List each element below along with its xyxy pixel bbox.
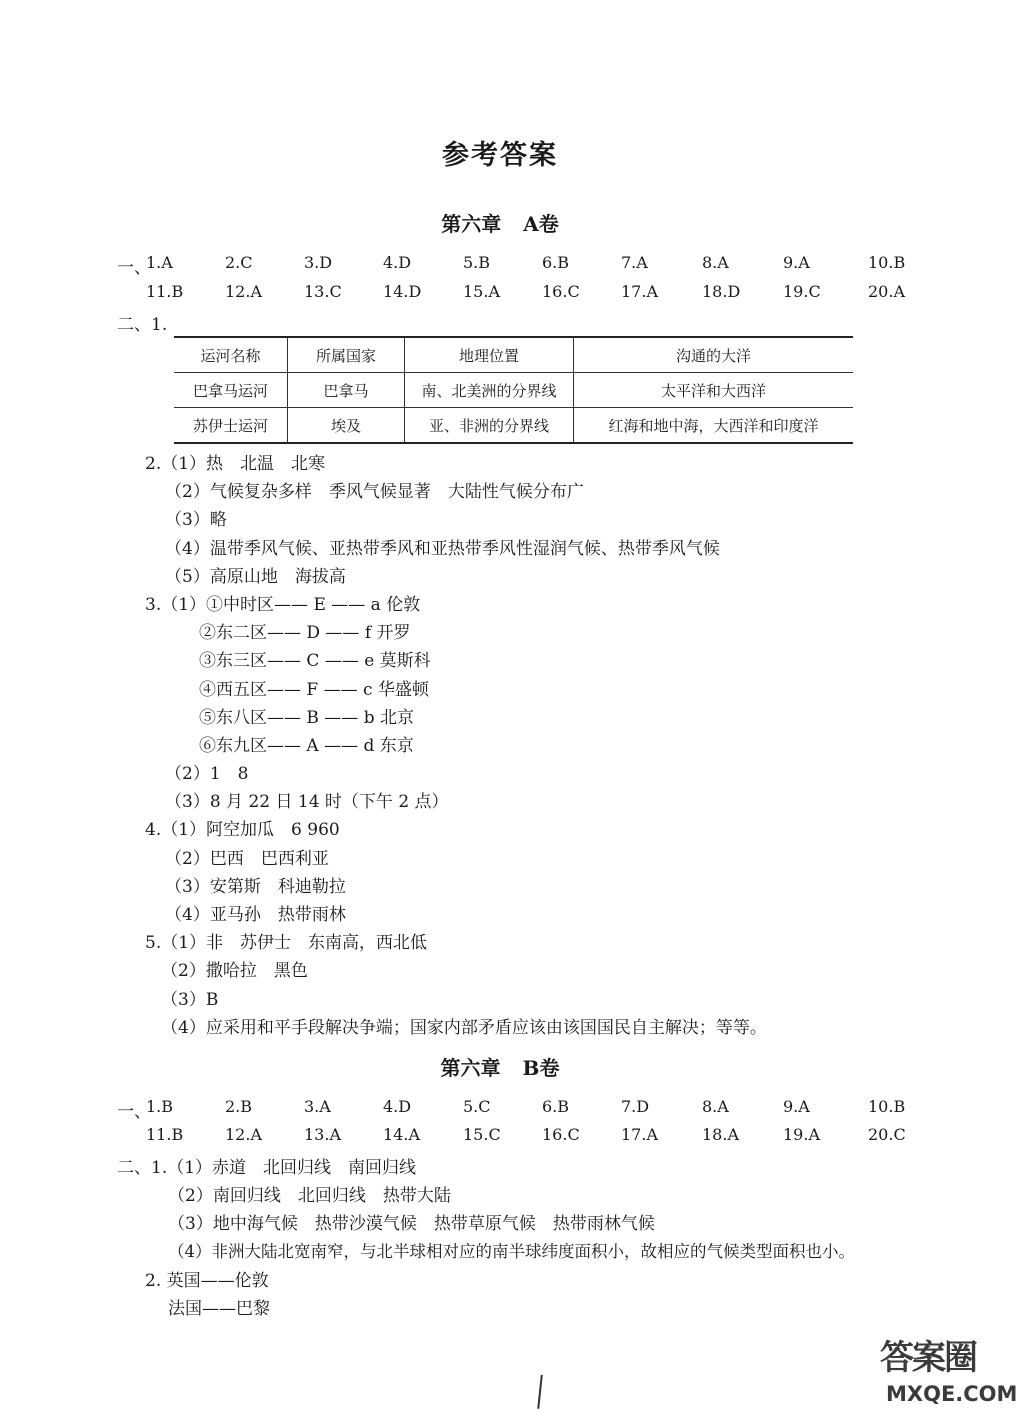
- answer-item: 18.D: [702, 282, 741, 301]
- answer-line: （3）B: [161, 990, 219, 1010]
- answer-item: 1.B: [146, 1097, 174, 1116]
- section-b-volume: B卷: [522, 1056, 560, 1080]
- table-header-cell: 运河名称: [174, 337, 288, 373]
- table-header-cell: 所属国家: [288, 337, 405, 373]
- answer-line: 4.（1）阿空加瓜 6 960: [145, 820, 340, 840]
- answer-item: 10.B: [868, 253, 906, 272]
- answer-line: ③东三区—— C —— e 莫斯科: [199, 651, 431, 671]
- answer-line: （4）非洲大陆北宽南窄，与北半球相对应的南半球纬度面积小，故相应的气候类型面积也小。: [168, 1242, 855, 1261]
- answer-line: （3）地中海气候 热带沙漠气候 热带草原气候 热带雨林气候: [168, 1214, 655, 1234]
- answer-item: 10.B: [868, 1097, 906, 1116]
- answer-item: 17.A: [621, 1125, 658, 1144]
- page-title: 参考答案: [442, 140, 558, 171]
- answer-item: 9.A: [783, 253, 810, 272]
- section-a-mc-row-2: [146, 282, 926, 306]
- table-row: [174, 373, 853, 408]
- answer-item: 6.B: [542, 1097, 570, 1116]
- answer-line: 2. 英国——伦敦: [145, 1271, 269, 1291]
- table-header-row: [174, 337, 853, 373]
- answer-line: （2）气候复杂多样 季风气候显著 大陆性气候分布广: [165, 482, 584, 502]
- answer-line: （3）略: [165, 510, 227, 530]
- answer-item: 4.D: [383, 1097, 412, 1116]
- table-header-cell: 沟通的大洋: [574, 337, 854, 373]
- section-a-volume: A卷: [523, 212, 559, 236]
- answer-item: 15.C: [463, 1125, 501, 1144]
- answer-item: 13.C: [304, 282, 342, 301]
- section-a-mc-row-1: [146, 253, 926, 277]
- answer-line: （2）巴西 巴西利亚: [165, 849, 329, 869]
- section-b-chapter: 第六章: [440, 1056, 501, 1080]
- section-a-part1-label: 一、: [117, 258, 151, 278]
- answer-item: 19.C: [783, 282, 821, 301]
- section-b-mc-row-1: [146, 1097, 926, 1121]
- answer-item: 13.A: [304, 1125, 341, 1144]
- answer-item: 19.A: [783, 1125, 820, 1144]
- answer-item: 2.B: [225, 1097, 253, 1116]
- answer-item: 3.D: [304, 253, 333, 272]
- table-cell: 巴拿马: [288, 373, 405, 408]
- answer-line: 法国——巴黎: [168, 1299, 270, 1319]
- answer-line: （4）温带季风气候、亚热带季风和亚热带季风性湿润气候、热带季风气候: [165, 539, 720, 559]
- table-header-cell: 地理位置: [405, 337, 574, 373]
- answer-item: 5.C: [463, 1097, 491, 1116]
- answer-item: 3.A: [304, 1097, 331, 1116]
- section-b-mc-row-2: [146, 1125, 926, 1149]
- answer-item: 8.A: [702, 253, 729, 272]
- canal-table: [174, 336, 853, 444]
- answer-line: ⑤东八区—— B —— b 北京: [199, 708, 414, 728]
- answer-line: （2）1 8: [165, 764, 249, 784]
- answer-line: 5.（1）非 苏伊士 东南高，西北低: [145, 933, 428, 953]
- answer-item: 11.B: [146, 1125, 184, 1144]
- section-a-heading: [0, 208, 1000, 237]
- answer-line: （2）撒哈拉 黑色: [161, 961, 308, 981]
- answer-item: 12.A: [225, 282, 262, 301]
- answer-item: 20.C: [868, 1125, 906, 1144]
- answer-line: 二、1.（1）赤道 北回归线 南回归线: [117, 1158, 417, 1178]
- answer-item: 4.D: [383, 253, 412, 272]
- table-cell: 巴拿马运河: [174, 373, 288, 408]
- answer-line: （3）安第斯 科迪勒拉: [165, 877, 346, 897]
- answer-item: 7.D: [621, 1097, 650, 1116]
- answer-item: 1.A: [146, 253, 173, 272]
- answer-item: 16.C: [542, 1125, 580, 1144]
- answer-item: 5.B: [463, 253, 491, 272]
- table-cell: 苏伊士运河: [174, 408, 288, 444]
- table-cell: 红海和地中海，大西洋和印度洋: [574, 408, 854, 444]
- answer-line: （4）应采用和平手段解决争端；国家内部矛盾应该由该国国民自主解决；等等。: [161, 1018, 767, 1038]
- table-cell: 南、北美洲的分界线: [405, 373, 574, 408]
- answer-item: 20.A: [868, 282, 905, 301]
- section-b-heading: [0, 1052, 1000, 1081]
- table-cell: 埃及: [288, 408, 405, 444]
- answer-item: 14.D: [383, 282, 422, 301]
- section-b-part1-label: 一、: [117, 1102, 151, 1122]
- answer-item: 15.A: [463, 282, 500, 301]
- watermark-url: MXQE.COM: [886, 1382, 1017, 1406]
- answer-item: 9.A: [783, 1097, 810, 1116]
- answer-line: ⑥东九区—— A —— d 东京: [199, 736, 414, 756]
- table-row: [174, 408, 853, 444]
- answer-line: （5）高原山地 海拔高: [165, 567, 346, 587]
- section-a-part2-label: 二、1.: [117, 315, 168, 335]
- answer-item: 7.A: [621, 253, 648, 272]
- answer-line: （2）南回归线 北回归线 热带大陆: [168, 1186, 451, 1206]
- table-cell: 亚、非洲的分界线: [405, 408, 574, 444]
- answer-item: 11.B: [146, 282, 184, 301]
- table-cell: 太平洋和大西洋: [574, 373, 854, 408]
- answer-line: ④西五区—— F —— c 华盛顿: [199, 680, 429, 700]
- answer-line: （4）亚马孙 热带雨林: [165, 905, 346, 925]
- answer-line: ②东二区—— D —— f 开罗: [199, 623, 411, 643]
- answer-item: 6.B: [542, 253, 570, 272]
- answer-line: （3）8 月 22 日 14 时（下午 2 点）: [165, 792, 449, 812]
- answer-line: 3.（1）①中时区—— E —— a 伦敦: [145, 595, 421, 615]
- answer-line: 2.（1）热 北温 北寒: [145, 454, 326, 474]
- answer-item: 2.C: [225, 253, 253, 272]
- answer-item: 17.A: [621, 282, 658, 301]
- answer-item: 16.C: [542, 282, 580, 301]
- section-a-chapter: 第六章: [441, 212, 502, 236]
- answer-item: 14.A: [383, 1125, 420, 1144]
- answer-item: 8.A: [702, 1097, 729, 1116]
- page-number-mark: [537, 1375, 546, 1409]
- watermark-logo: 答案圈: [880, 1338, 976, 1378]
- answer-item: 18.A: [702, 1125, 739, 1144]
- answer-item: 12.A: [225, 1125, 262, 1144]
- watermark: [880, 1330, 1017, 1418]
